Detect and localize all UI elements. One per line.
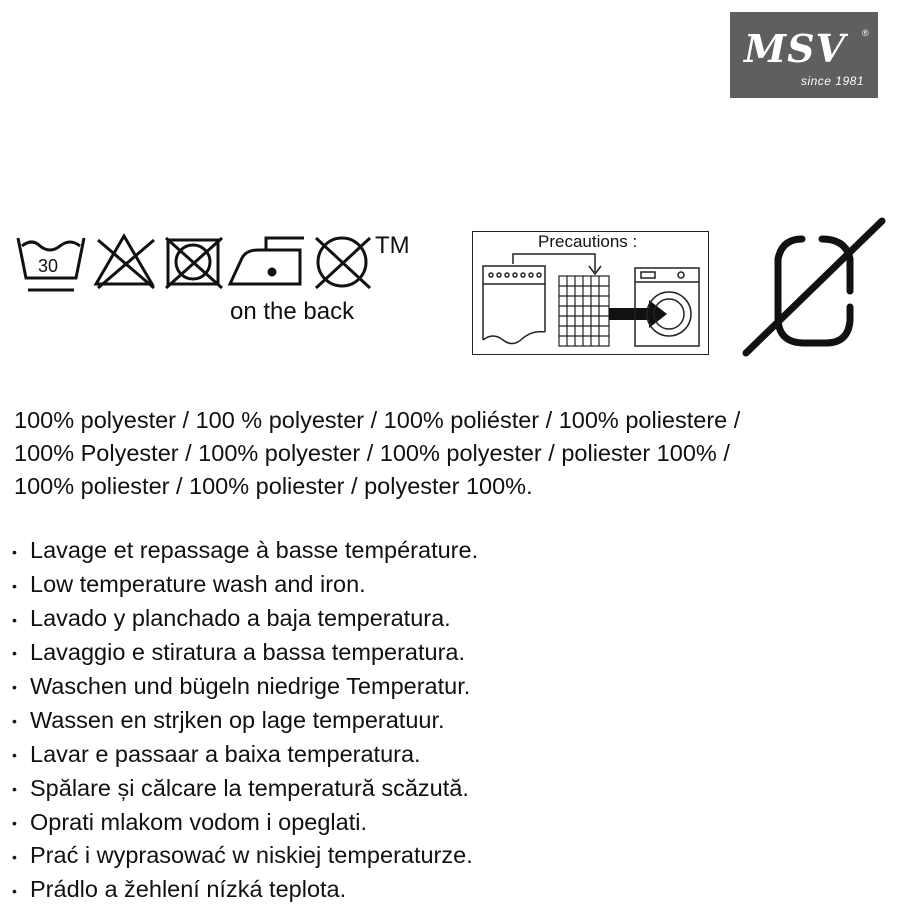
list-item [12,534,478,568]
bullet: • [12,883,17,900]
list-item [12,636,478,670]
list-item [12,568,478,602]
bullet: • [12,645,17,662]
instruction-text: Lavage et repassage à basse température. [30,537,479,563]
registered-mark: ® [862,28,869,38]
brand-tagline: since 1981 [800,74,864,88]
list-item [12,806,478,840]
instruction-text: Lavaggio e stiratura a bassa temperatura. [30,638,466,665]
care-symbols [14,228,424,308]
list-item [12,670,478,704]
washing-machine-icon [635,268,699,346]
fabric-composition [14,404,914,503]
instruction-text: Waschen und bügeln niedrige Temperatur. [30,672,471,699]
care-note: on the back [230,298,355,325]
list-item [12,839,478,873]
list-item [12,738,478,772]
instruction-text: Prádlo a žehlení nízká teplota. [30,876,347,903]
no-bleach-icon [96,236,154,288]
instruction-text: Prać i wyprasować w niskiej temperaturze. [30,842,473,869]
bullet: • [12,679,17,696]
composition-line: 100% polyester / 100 % polyester / 100% poliéster / 100% poliestere / [14,407,741,433]
bullet: • [12,713,17,730]
bullet: • [12,815,17,832]
precautions-label: Precautions : [538,232,638,251]
instruction-text: Lavar e passaar a baixa temperatura. [30,740,421,767]
instruction-text: Lavado y planchado a baja temperatura. [30,604,451,631]
no-rings-icon [742,215,892,365]
instruction-text: Wassen en strjken op lage temperatuur. [30,706,445,733]
no-tumble-dry-icon [166,238,222,288]
bullet: • [12,747,17,764]
instruction-text: Low temperature wash and iron. [30,570,366,597]
bullet: • [12,781,17,798]
instruction-text: Oprati mlakom vodom i opeglati. [30,808,367,835]
brand-logo [730,12,878,98]
bullet: • [12,543,17,560]
bullet: • [12,577,17,594]
laundry-bag-icon [513,254,609,346]
bullet: • [12,849,17,866]
trademark-mark: TM [375,232,410,259]
iron-low-icon [230,238,304,284]
list-item [12,772,478,806]
instruction-text: Spălare și călcare la temperatură scăzută. [30,774,469,801]
curtain-icon [483,266,545,344]
list-item [12,602,478,636]
washing-instructions [12,534,478,907]
brand-name: MSV [744,26,846,71]
no-dry-clean-icon [316,238,370,288]
wash-30-icon [18,238,84,290]
list-item [12,704,478,738]
wash-temperature: 30 [38,256,59,276]
list-item [12,873,478,907]
composition-line: 100% Polyester / 100% polyester / 100% polyester / poliester 100% / [14,440,730,466]
composition-line: 100% poliester / 100% poliester / polyester 100%. [14,473,533,499]
bullet: • [12,611,17,628]
